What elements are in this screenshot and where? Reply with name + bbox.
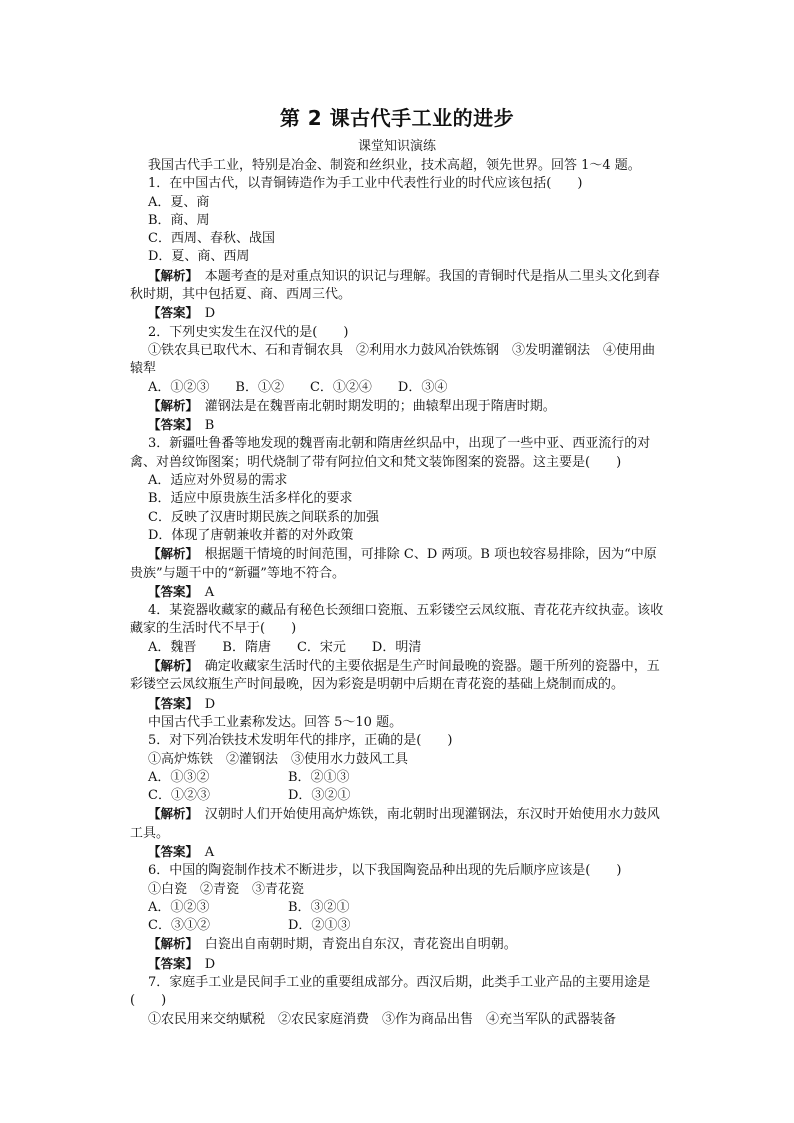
q7-statements: ①农民用来交纳赋税 ②农民家庭消费 ③作为商品出售 ④充当军队的武器装备 [148,1011,617,1027]
analysis-text: 根据题干情境的时间范围，可排除 C、D 两项。B 项也较容易排除，因为“中原贵族”与题干中的“新疆”等地不符合。 [130,547,657,581]
analysis-text: 汉朝时人们开始使用高炉炼铁，南北朝时出现灌钢法，东汉时开始使用水力鼓风工具。 [130,807,660,841]
intro-paragraph-2: 中国古代手工业素称发达。回答 5～10 题。 [148,714,403,730]
analysis-text: 本题考查的是对重点知识的识记与理解。我国的青铜时代是指从二里头文化到春秋时期，其中包括夏、商、西周三代。 [130,268,660,303]
question-5: 5．对下列冶铁技术发明年代的排序，正确的是( ) [148,733,453,749]
answer-text: D [191,696,216,712]
q4-option-c: C．宋元 [296,639,346,655]
analysis-tag: 【解析】 [148,397,192,413]
q4-answer [130,695,666,714]
answer-tag: 【答案】 [148,955,192,971]
question-4: 4．某瓷器收藏家的藏品有秘色长颈细口瓷瓶、五彩镂空云凤纹瓶、青花花卉纹执壶。该收藏家的生活时代不早于( ) [130,603,664,637]
analysis-tag: 【解析】 [148,267,192,283]
q3-option-d: D．体现了唐朝兼收并蓄的对外政策 [148,527,354,543]
answer-tag: 【答案】 [148,843,192,859]
answer-tag: 【答案】 [148,695,192,711]
q1-option-d: D．夏、商、西周 [148,249,250,265]
q6-answer [130,955,666,974]
q5-statements: ①高炉炼铁 ②灌钢法 ③使用水力鼓风工具 [148,751,409,767]
question-1: 1．在中国古代，以青铜铸造作为手工业中代表性行业的时代应该包括( ) [148,176,583,192]
answer-tag: 【答案】 [148,417,192,433]
q3-analysis [130,545,666,583]
answer-tag: 【答案】 [148,583,192,599]
q6-option-b: B．③②① [288,899,350,915]
q5-option-c: C．①②③ [148,788,210,804]
answer-text: B [191,418,215,434]
answer-text: A [191,584,215,600]
analysis-text: 确定收藏家生活时代的主要依据是生产时间最晚的瓷器。题干所列的瓷器中，五彩镂空云凤纹瓶生产时间最晚，因为彩瓷是明朝中后期在青花瓷的基础上烧制而成的。 [130,659,660,693]
question-3: 3．新疆吐鲁番等地发现的魏晋南北朝和隋唐丝织品中，出现了一些中亚、西亚流行的对禽、对兽纹饰图案；明代烧制了带有阿拉伯文和梵文装饰图案的瓷器。这主要是( ) [130,436,651,470]
q5-options [130,769,666,806]
q4-option-d: D．明清 [371,639,422,655]
answer-text: D [191,956,216,972]
analysis-text: 灌钢法是在魏晋南北朝时期发明的；曲辕犁出现于隋唐时期。 [191,398,556,414]
question-6: 6．中国的陶瓷制作技术不断进步，以下我国陶瓷品种出现的先后顺序应该是( ) [148,863,622,879]
q2-options [130,379,666,397]
analysis-tag: 【解析】 [148,658,192,674]
q2-answer [130,416,666,435]
document-body [130,157,666,1029]
q1-answer [130,304,666,323]
q3-option-c: C．反映了汉唐时期民族之间联系的加强 [148,509,379,525]
q6-analysis [130,935,666,954]
answer-text: A [191,844,215,860]
q5-option-b: B．②①③ [288,769,350,785]
q5-answer [130,843,666,862]
analysis-text: 白瓷出自南朝时期，青瓷出自东汉，青花瓷出自明朝。 [191,937,517,953]
q4-option-a: A．魏晋 [148,639,197,655]
q4-option-b: B．隋唐 [222,639,271,655]
q2-option-b: B．①② [235,379,284,395]
q5-option-a: A．①③② [148,769,210,785]
q5-analysis [130,805,666,843]
q1-option-a: A．夏、商 [148,194,210,210]
section-subtitle: 课堂知识演练 [357,139,436,154]
q2-analysis [130,397,666,416]
q6-options [130,899,666,936]
q4-analysis [130,657,666,695]
q3-answer [130,583,666,602]
q2-option-a: A．①②③ [148,379,210,395]
intro-paragraph: 我国古代手工业，特别是冶金、制瓷和丝织业，技术高超，领先世界。回答 1～4 题。 [148,158,641,173]
q6-option-a: A．①②③ [148,899,210,915]
q6-option-c: C．③①② [148,918,210,934]
q4-options [130,639,666,657]
q6-statements: ①白瓷 ②青瓷 ③青花瓷 [148,881,305,897]
question-7: 7．家庭手工业是民间手工业的重要组成部分。西汉后期，此类手工业产品的主要用途是( ) [130,975,651,1009]
q6-option-d: D．②①③ [288,918,351,934]
page-title: 第 2 课古代手工业的进步 [279,106,515,130]
analysis-tag: 【解析】 [148,936,192,952]
q1-analysis [130,267,666,305]
q2-option-d: D．③④ [397,379,448,395]
q1-option-b: B．商、周 [148,212,210,228]
q3-option-a: A．适应对外贸易的需求 [148,473,288,489]
q2-statements: ①铁农具已取代木、石和青铜农具 ②利用水力鼓风冶铁炼钢 ③发明灌钢法 ④使用曲辕犁 [130,342,656,377]
analysis-tag: 【解析】 [148,806,192,822]
answer-tag: 【答案】 [148,305,192,321]
question-2: 2．下列史实发生在汉代的是( ) [148,324,349,340]
q1-option-c: C．西周、春秋、战国 [148,231,275,247]
q5-option-d: D．③②① [288,788,351,804]
analysis-tag: 【解析】 [148,546,192,562]
q2-option-c: C．①②④ [309,379,372,395]
answer-text: D [191,306,216,322]
q3-option-b: B．适应中原贵族生活多样化的要求 [148,491,353,507]
